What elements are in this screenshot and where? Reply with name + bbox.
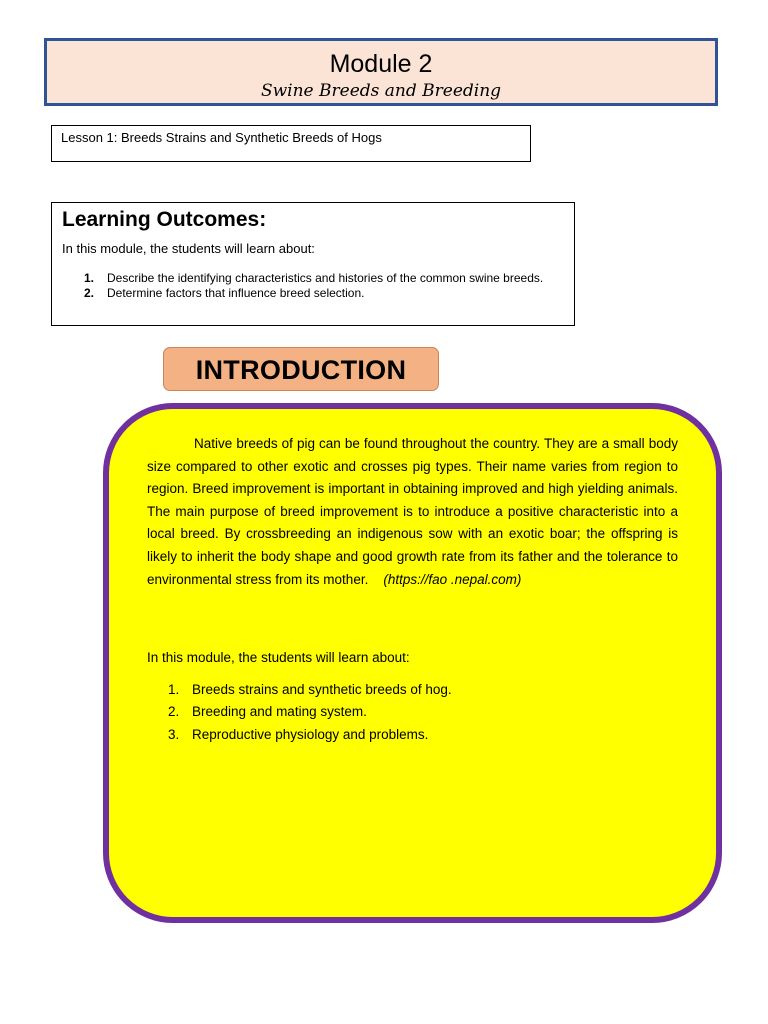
list-item-number: 2.	[168, 704, 180, 720]
lesson-title-box	[51, 125, 531, 162]
list-item-number: 2.	[84, 286, 95, 300]
list-item-number: 1.	[84, 271, 95, 285]
list-item-text: Breeds strains and synthetic breeds of hog.	[192, 682, 452, 697]
list-item	[84, 271, 564, 285]
module-topics-list	[168, 679, 452, 746]
module-title: Module 2	[329, 50, 433, 78]
module-header-banner	[44, 38, 718, 106]
list-item-number: 1.	[168, 682, 180, 697]
learning-outcomes-intro: In this module, the students will learn about:	[62, 241, 315, 256]
list-item-text: Determine factors that influence breed selection.	[107, 286, 365, 300]
citation: (https://fao .nepal.com)	[383, 571, 522, 587]
introduction-heading: INTRODUCTION	[163, 347, 439, 391]
learning-outcomes-list	[62, 271, 564, 300]
module-intro-text: In this module, the students will learn about:	[147, 650, 410, 665]
list-item-text: Reproductive physiology and problems.	[192, 726, 429, 742]
learning-outcomes-heading: Learning Outcomes:	[62, 208, 267, 231]
list-item-number: 3.	[168, 726, 180, 742]
list-item	[168, 701, 452, 723]
lesson-title: Lesson 1: Breeds Strains and Synthetic Breeds of Hogs	[61, 130, 382, 145]
introduction-paragraph-text: Native breeds of pig can be found throughout the country. They are a small body size compared to other exotic and crosses pig types. Their name varies from region to region. Breed improvement is important in obtaining improved and high yielding animals. The main purpose of breed improvement is to introduce a positive characteristic into a local breed. By crossbreeding an indigenous sow with an exotic boar; the offspring is likely to inherit the body shape and good growth rate from its father and the tolerance to environmental stress from its mother.	[147, 436, 678, 587]
list-item-text: Breeding and mating system.	[192, 704, 367, 720]
list-item	[168, 679, 452, 701]
list-item-text: Describe the identifying characteristics and histories of the common swine breeds.	[107, 271, 544, 285]
introduction-paragraph	[147, 433, 678, 591]
module-subtitle: Swine Breeds and Breeding	[260, 81, 502, 101]
list-item	[168, 724, 452, 746]
list-item	[84, 286, 564, 300]
learning-outcomes-box	[51, 202, 575, 326]
